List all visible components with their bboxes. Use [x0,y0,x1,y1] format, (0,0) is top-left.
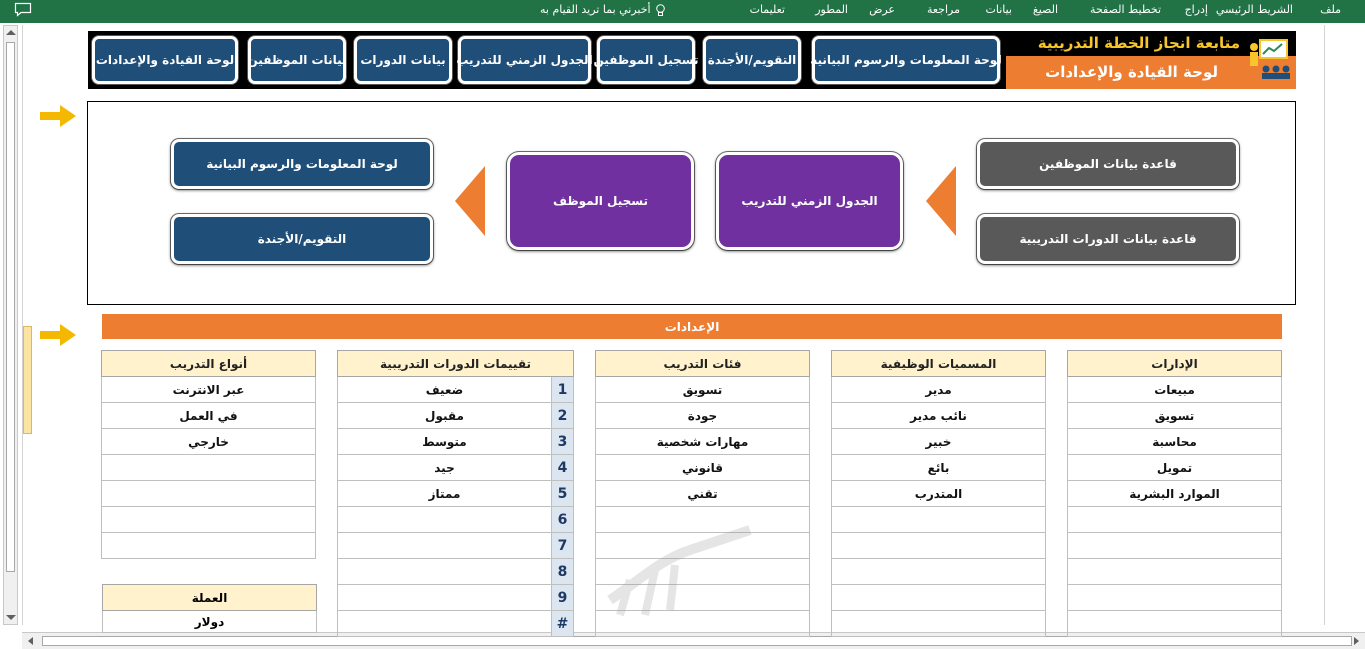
pane-divider-right [1324,25,1325,625]
currency-value[interactable]: دولار [103,611,317,633]
settings-title-bar: الإعدادات [102,314,1282,339]
tell-me-text: أخبرني بما تريد القيام به [540,3,651,16]
rating-number: 8 [552,559,574,585]
table-cell[interactable]: مدير [832,377,1046,403]
nav-control-settings-button[interactable]: لوحة القيادة والإعدادات [92,36,238,84]
rating-number: 2 [552,403,574,429]
tab-file[interactable]: ملف [1320,3,1341,16]
table-cell[interactable] [338,533,552,559]
scroll-up-icon[interactable] [6,30,16,35]
table-cell[interactable] [102,455,316,481]
training-types-table [101,350,316,559]
lightbulb-icon [655,4,666,17]
nav-calendar-button[interactable]: التقويم/الأجندة [703,36,801,84]
employees-database-button[interactable]: قاعدة بيانات الموظفين [977,139,1239,189]
table-cell[interactable]: عبر الانترنت [102,377,316,403]
watermark-logo [600,520,770,620]
header-subtitle: لوحة القيادة والإعدادات [1045,63,1218,81]
flow-arrow-left-icon [455,166,485,236]
tab-review[interactable]: مراجعة [926,3,960,16]
table-cell[interactable] [102,533,316,559]
table-cell[interactable]: تمويل [1068,455,1282,481]
nav-training-schedule-button[interactable]: الجدول الزمني للتدريب [458,36,591,84]
table-cell[interactable]: في العمل [102,403,316,429]
table-cell[interactable] [102,507,316,533]
table-cell[interactable] [1068,507,1282,533]
table-cell[interactable]: نائب مدير [832,403,1046,429]
pane-divider [22,25,23,625]
table-cell[interactable] [338,585,552,611]
scroll-right-icon[interactable] [1354,637,1359,645]
table-cell[interactable]: جيد [338,455,552,481]
training-types-header: أنواع التدريب [102,351,316,377]
table-cell[interactable] [832,611,1046,637]
table-cell[interactable]: تسويق [596,377,810,403]
table-cell[interactable]: تسويق [1068,403,1282,429]
table-cell[interactable]: متوسط [338,429,552,455]
tab-help[interactable]: تعليمات [749,3,785,16]
rating-number: 4 [552,455,574,481]
table-cell[interactable] [832,585,1046,611]
table-cell[interactable] [1068,611,1282,637]
table-cell[interactable]: ضعيف [338,377,552,403]
tab-home[interactable]: الشريط الرئيسي [1215,3,1293,16]
table-cell[interactable] [832,533,1046,559]
departments-header: الإدارات [1068,351,1282,377]
table-cell[interactable]: قانوني [596,455,810,481]
header-title: متابعة انجاز الخطة التدريبية [1037,34,1240,52]
vertical-scrollbar[interactable] [3,25,18,625]
table-cell[interactable] [1068,585,1282,611]
table-cell[interactable] [832,507,1046,533]
calendar-agenda-button[interactable]: التقويم/الأجندة [171,214,433,264]
tab-page-layout[interactable]: تخطيط الصفحة [1090,3,1161,16]
table-cell[interactable] [102,481,316,507]
rating-number: 5 [552,481,574,507]
table-cell[interactable] [338,507,552,533]
training-schedule-button[interactable]: الجدول الزمني للتدريب [716,152,903,250]
table-cell[interactable]: مقبول [338,403,552,429]
departments-table [1067,350,1282,637]
nav-employees-data-button[interactable]: بيانات الموظفين [248,36,346,84]
tab-insert[interactable]: إدراج [1184,3,1208,16]
ribbon-bar [0,0,1365,23]
side-note-tab [23,326,32,434]
tab-formulas[interactable]: الصيغ [1032,3,1058,16]
nav-courses-data-button[interactable]: بيانات الدورات [354,36,452,84]
table-cell[interactable]: بائع [832,455,1046,481]
rating-number: 7 [552,533,574,559]
tab-data[interactable]: بيانات [985,3,1012,16]
table-cell[interactable]: مبيعات [1068,377,1282,403]
comments-icon[interactable] [14,2,32,17]
training-categories-header: فئات التدريب [596,351,810,377]
scroll-left-icon[interactable] [28,637,33,645]
scroll-down-icon[interactable] [6,615,16,620]
table-cell[interactable]: مهارات شخصية [596,429,810,455]
table-cell[interactable] [338,611,552,637]
course-ratings-table [337,350,574,637]
table-cell[interactable] [832,559,1046,585]
table-cell[interactable] [1068,533,1282,559]
rating-number: # [552,611,574,637]
table-cell[interactable] [1068,559,1282,585]
rating-number: 9 [552,585,574,611]
courses-database-button[interactable]: قاعدة بيانات الدورات التدريبية [977,214,1239,264]
register-employee-button[interactable]: تسجيل الموظف [507,152,694,250]
vertical-scroll-thumb[interactable] [6,42,15,572]
flow-arrow-left-icon [926,166,956,236]
rating-number: 6 [552,507,574,533]
table-cell[interactable]: خبير [832,429,1046,455]
rating-number: 3 [552,429,574,455]
tab-view[interactable]: عرض [869,3,895,16]
table-cell[interactable]: خارجي [102,429,316,455]
job-titles-header: المسميات الوظيفية [832,351,1046,377]
table-cell[interactable]: جودة [596,403,810,429]
dashboard-charts-button[interactable]: لوحة المعلومات والرسوم البيانية [171,139,433,189]
tell-me-box[interactable] [540,2,666,18]
arrow-right-icon [40,105,76,127]
currency-header: العملة [103,585,317,611]
table-cell[interactable]: الموارد البشرية [1068,481,1282,507]
horizontal-scroll-thumb[interactable] [42,636,1352,646]
presentation-icon [1246,37,1290,81]
table-cell[interactable]: محاسبة [1068,429,1282,455]
tab-developer[interactable]: المطور [815,3,848,16]
table-cell[interactable] [338,559,552,585]
arrow-right-icon [40,324,76,346]
table-cell[interactable]: المتدرب [832,481,1046,507]
nav-register-employees-button[interactable]: تسجيل الموظفين [597,36,695,84]
nav-dashboard-charts-button[interactable]: لوحة المعلومات والرسوم البيانية [812,36,1000,84]
currency-table [102,584,317,633]
table-cell[interactable]: ممتاز [338,481,552,507]
table-cell[interactable]: تقني [596,481,810,507]
job-titles-table [831,350,1046,637]
course-ratings-header: تقييمات الدورات التدريبية [338,351,574,377]
rating-number: 1 [552,377,574,403]
